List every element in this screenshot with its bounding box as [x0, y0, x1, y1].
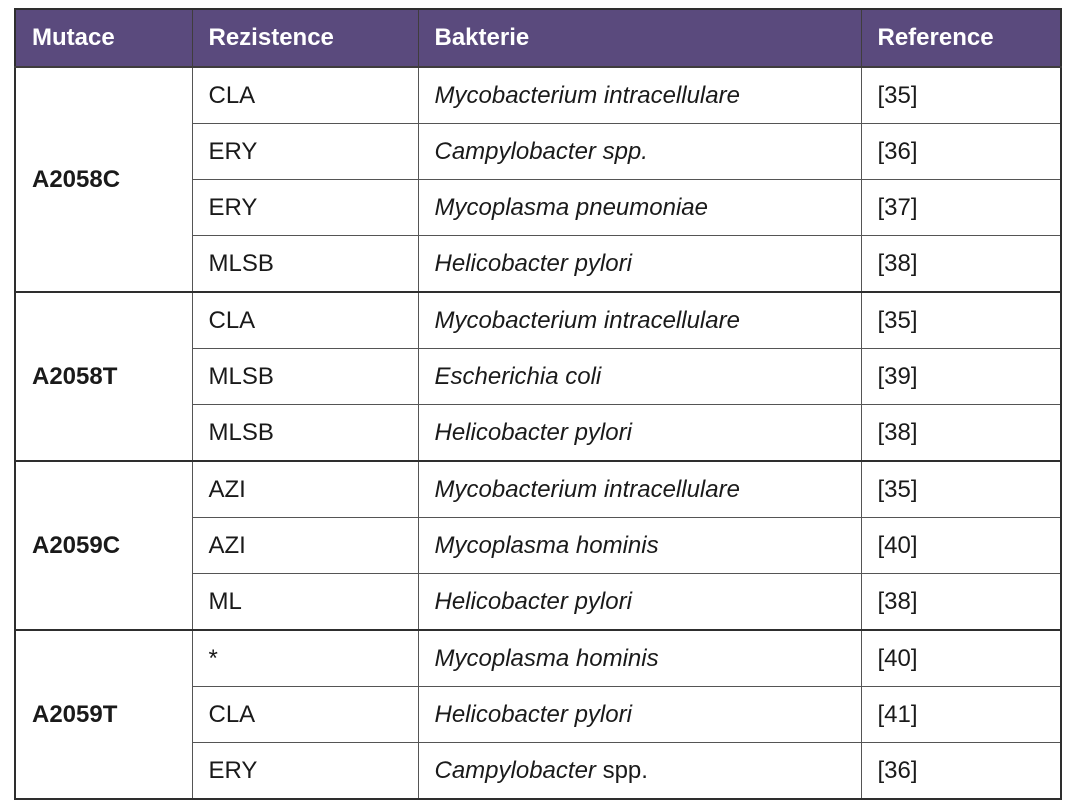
resistance-cell: CLA — [192, 67, 418, 124]
bacteria-cell — [418, 124, 861, 180]
bacteria-name: Mycobacterium intracellulare — [434, 475, 740, 503]
header-bacteria: Bakterie — [418, 9, 861, 67]
bacteria-cell — [418, 574, 861, 631]
bacteria-cell — [418, 687, 861, 743]
bacteria-cell — [418, 630, 861, 687]
resistance-cell: CLA — [192, 292, 418, 349]
resistance-mutation-table — [14, 8, 1062, 800]
table-body — [15, 67, 1061, 799]
reference-cell: [35] — [861, 67, 1061, 124]
resistance-cell: MLSB — [192, 236, 418, 293]
table-header-row — [15, 9, 1061, 67]
resistance-cell: ERY — [192, 124, 418, 180]
bacteria-name: Mycobacterium intracellulare — [434, 81, 740, 109]
bacteria-cell — [418, 518, 861, 574]
bacteria-cell — [418, 405, 861, 462]
header-mutation: Mutace — [15, 9, 192, 67]
header-resistance: Rezistence — [192, 9, 418, 67]
reference-cell: [36] — [861, 743, 1061, 800]
bacteria-name: Helicobacter pylori — [434, 249, 632, 277]
bacteria-name: Helicobacter pylori — [434, 587, 632, 615]
reference-cell: [38] — [861, 236, 1061, 293]
bacteria-name: Mycobacterium intracellulare — [434, 306, 740, 334]
bacteria-name: Escherichia coli — [434, 362, 602, 390]
reference-cell: [36] — [861, 124, 1061, 180]
bacteria-cell — [418, 461, 861, 518]
mutation-cell: A2059T — [15, 630, 192, 799]
bacteria-name: Helicobacter pylori — [434, 418, 632, 446]
resistance-mutation-table-wrapper — [14, 8, 1060, 791]
bacteria-name: Campylobacter — [434, 756, 596, 784]
table-row — [15, 67, 1061, 124]
reference-cell: [35] — [861, 461, 1061, 518]
reference-cell: [41] — [861, 687, 1061, 743]
bacteria-name: Mycoplasma pneumoniae — [434, 193, 708, 221]
reference-cell: [39] — [861, 349, 1061, 405]
bacteria-cell — [418, 67, 861, 124]
resistance-cell: ML — [192, 574, 418, 631]
bacteria-cell — [418, 236, 861, 293]
resistance-cell: ERY — [192, 743, 418, 800]
resistance-cell: MLSB — [192, 349, 418, 405]
bacteria-suffix: spp. — [595, 756, 648, 784]
resistance-cell: AZI — [192, 518, 418, 574]
reference-cell: [40] — [861, 518, 1061, 574]
bacteria-cell — [418, 292, 861, 349]
mutation-cell: A2058T — [15, 292, 192, 461]
resistance-cell: ERY — [192, 180, 418, 236]
mutation-cell: A2059C — [15, 461, 192, 630]
resistance-cell: * — [192, 630, 418, 687]
table-row — [15, 461, 1061, 518]
resistance-cell: CLA — [192, 687, 418, 743]
bacteria-name: Campylobacter spp. — [434, 137, 648, 165]
reference-cell: [38] — [861, 574, 1061, 631]
bacteria-name: Mycoplasma hominis — [434, 531, 659, 559]
bacteria-name: Helicobacter pylori — [434, 700, 632, 728]
resistance-cell: AZI — [192, 461, 418, 518]
bacteria-name: Mycoplasma hominis — [434, 644, 659, 672]
bacteria-cell — [418, 180, 861, 236]
table-row — [15, 292, 1061, 349]
reference-cell: [37] — [861, 180, 1061, 236]
header-reference: Reference — [861, 9, 1061, 67]
bacteria-cell — [418, 349, 861, 405]
reference-cell: [35] — [861, 292, 1061, 349]
reference-cell: [40] — [861, 630, 1061, 687]
bacteria-cell — [418, 743, 861, 800]
resistance-cell: MLSB — [192, 405, 418, 462]
reference-cell: [38] — [861, 405, 1061, 462]
mutation-cell: A2058C — [15, 67, 192, 292]
table-row — [15, 630, 1061, 687]
